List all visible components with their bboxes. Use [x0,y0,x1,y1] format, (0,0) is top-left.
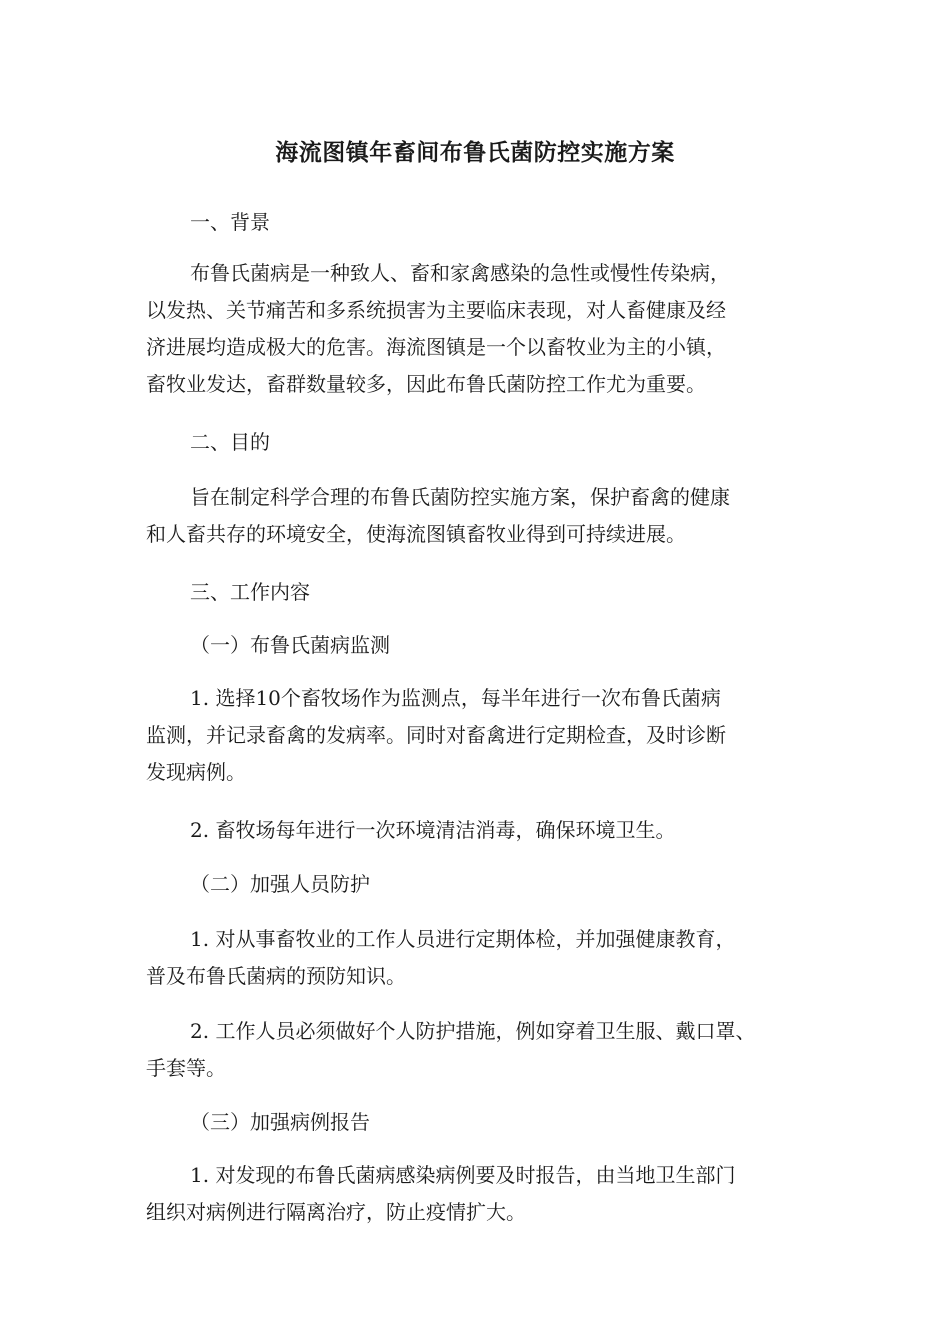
heading-text: 一、背景 [190,210,270,234]
paragraph-line: 1. 对发现的布鲁氏菌病感染病例要及时报告，由当地卫生部门 [190,1163,736,1187]
list-item-reporting-1 [146,1157,816,1231]
heading-text: 二、目的 [190,430,270,454]
list-item-protection-1 [146,921,816,995]
paragraph-line: 监测，并记录畜禽的发病率。同时对畜禽进行定期检查，及时诊断 [146,723,726,747]
document-title: 海流图镇年畜间布鲁氏菌防控实施方案 [275,140,675,166]
paragraph-purpose [146,479,816,553]
subsection-heading-protection [146,866,816,903]
paragraph-line: 旨在制定科学合理的布鲁氏菌防控实施方案，保护畜禽的健康 [190,485,730,509]
heading-text: 三、工作内容 [190,580,310,604]
section-heading-work-content [146,574,816,611]
paragraph-line: 畜牧业发达，畜群数量较多，因此布鲁氏菌防控工作尤为重要。 [146,372,706,396]
subsection-heading-reporting [146,1104,816,1141]
paragraph-line: 和人畜共存的环境安全，使海流图镇畜牧业得到可持续进展。 [146,522,686,546]
section-heading-background [146,204,816,241]
paragraph-line: 以发热、关节痛苦和多系统损害为主要临床表现，对人畜健康及经 [146,298,726,322]
paragraph-line: 2. 畜牧场每年进行一次环境清洁消毒，确保环境卫生。 [190,818,676,842]
list-item-monitoring-1 [146,680,816,791]
paragraph-line: 布鲁氏菌病是一种致人、畜和家禽感染的急性或慢性传染病， [190,261,730,285]
list-item-monitoring-2 [146,812,816,849]
heading-text: （一）布鲁氏菌病监测 [190,633,390,657]
paragraph-line: 济进展均造成极大的危害。海流图镇是一个以畜牧业为主的小镇， [146,335,726,359]
paragraph-line: 2. 工作人员必须做好个人防护措施，例如穿着卫生服、戴口罩、 [190,1019,756,1043]
paragraph-line: 普及布鲁氏菌病的预防知识。 [146,964,406,988]
paragraph-line: 1. 选择10个畜牧场作为监测点，每半年进行一次布鲁氏菌病 [190,686,721,710]
subsection-heading-monitoring [146,627,816,664]
paragraph-line: 1. 对从事畜牧业的工作人员进行定期体检，并加强健康教育， [190,927,736,951]
heading-text: （三）加强病例报告 [190,1110,370,1134]
section-heading-purpose [146,424,816,461]
paragraph-background [146,255,816,403]
paragraph-line: 发现病例。 [146,760,246,784]
heading-text: （二）加强人员防护 [190,872,370,896]
paragraph-line: 手套等。 [146,1056,226,1080]
list-item-protection-2 [146,1013,816,1087]
paragraph-line: 组织对病例进行隔离治疗，防止疫情扩大。 [146,1200,526,1224]
